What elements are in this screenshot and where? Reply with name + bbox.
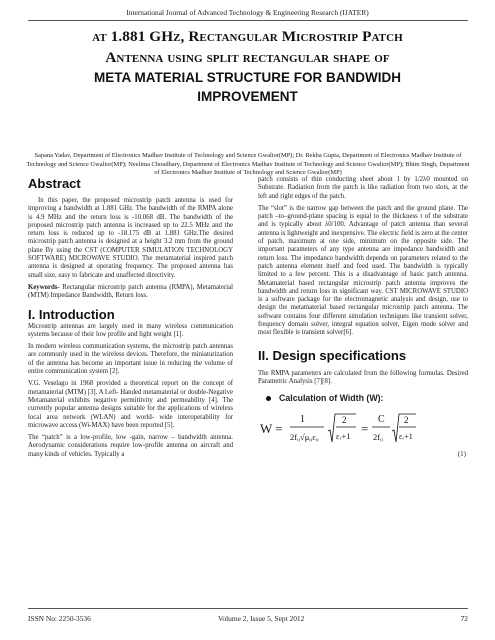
- footer-issn: ISSN No: 2250-3536: [28, 614, 91, 623]
- bullet-icon: [266, 396, 271, 401]
- abstract-text: In this paper, the proposed microstrip patch antenna is used for improving a bandwidth at 1.881 GHz. The bandwidth of the RMPA alone is 4.9 MHz and the return loss is -10.068 dB. The bandwidth of the proposed microstrip patch antenna is increased up to 22.5 MHz and the return loss is reduced up to -18.175 dB at 1.881 GHz.The desired microstrip patch antenna is designed at a height 3.2 mm from the ground plane By using the CST (COMPUTER SIMULATION TECHNOLOGY SOFTWARE) MICROWAVE STUDIO. The metamaterial inspired patch antenna is designed at operating frequency. The proposed antenna has small size, easy to fabricate and unaffected directivity.: [28, 197, 233, 279]
- left-column: [28, 176, 233, 463]
- svg-text:2f₀√μ₀ε₀: 2f₀√μ₀ε₀: [290, 431, 319, 442]
- abstract-heading: Abstract: [28, 176, 81, 191]
- body-paragraph-2: The “slot” is the narrow gap between the patch and the ground plane. The patch –to–ground-plane spacing is equal to the thickness t of the substrate and is typically about λ0/100. Advantage of patch antenna than several antenna is lightweight and inexpensive. The electric field is zero at the center of patch, maximum at one side, minimum on the opposite side. The important parameters of any type antenna are impedance bandwidth and return loss. The impedance bandwidth depends on parameters related to the patch antenna element itself and feed used. The bandwidth is typically limited to a few percent. This is a disadvantage of basic patch antenna. Metamaterial based rectangular microstrip patch antenna improves the bandwidth and return loss in significant way. CST MICROWAVE STUDIO is a software package for the electromagnetic analysis and design, use to design the metamaterial based rectangular microstrip patch antenna. The software contains four different simulation techniques like transient solver, frequency domain solver, integral equation solver, Eigen mode solver and most flexible is transient solver[6].: [258, 204, 468, 337]
- width-equation: [258, 409, 468, 459]
- equation-number: (1): [457, 450, 466, 459]
- svg-text:εᵣ+1: εᵣ+1: [336, 430, 351, 441]
- footer-page-number: 72: [460, 614, 468, 623]
- journal-header: International Journal of Advanced Technology & Engineering Research (IJATER): [126, 8, 369, 17]
- equation-formula: [258, 409, 418, 447]
- svg-text:2: 2: [342, 414, 347, 425]
- author-list: Sapana Yadav, Department of Electronics Madhav Institute of Technology and Science Gwalior(MP); Dr. Rekha Gupta, Department of Electronics Madhav Institute of Technology and Science Gwalior(MP); Neelima Choudhary, Department of Electronics Madhav Institute of Technology and Science Gwalior(MP); Bhim Singh, Department of Electronics Madhav Institute of Technology and Science Gwalior(MP): [26, 152, 470, 177]
- title-line-1: at 1.881 GHz, Rectangular Microstrip Patch: [92, 28, 403, 45]
- keywords-label: Keywords-: [28, 283, 60, 291]
- title-line-4: IMPROVEMENT: [197, 89, 298, 104]
- intro-paragraph-2: In modern wireless communication systems, the microstrip patch antennas are commonly used in the wireless devices. Therefore, the miniaturization of the antenna has become an important issue in reducing the volume of entire communication system [2].: [28, 343, 233, 376]
- header-divider: [28, 20, 468, 21]
- keywords-text: Rectangular microstrip patch antenna (RMPA), Metamaterial (MTM) Impedance Bandwidth, Return loss.: [28, 283, 233, 300]
- introduction-heading: I. Introduction: [28, 306, 115, 322]
- svg-text:2f₀: 2f₀: [373, 431, 384, 442]
- svg-text:2: 2: [404, 414, 409, 425]
- footer-volume: Volume 2, Issue 5, Sept 2012: [218, 614, 305, 623]
- paper-title: [30, 26, 465, 106]
- keywords: [28, 284, 233, 301]
- design-paragraph: The RMPA parameters are calculated from the following formulas. Desired Parametric Analysis [7][8].: [258, 369, 468, 385]
- title-line-2: Antenna using split rectangular shape of: [105, 49, 390, 66]
- svg-text:C: C: [378, 413, 385, 425]
- intro-paragraph-4: The “patch” is a low-profile, low -gain, narrow – bandwidth antenna. Aerodynamic considerations require low-profile antenna on aircraft and many kinds of vehicles. Typically a: [28, 434, 233, 458]
- svg-text:εᵣ+1: εᵣ+1: [399, 431, 413, 441]
- body-paragraph-1: patch consists of thin conducting sheet about 1 by 1/2λ0 mounted on Substrate. Radiation from the patch is like radiation from two slots, at the left and right edges of the patch.: [258, 176, 468, 200]
- footer-divider: [28, 608, 468, 609]
- svg-text:W =: W =: [260, 420, 283, 436]
- design-heading: II. Design specifications: [258, 347, 407, 363]
- svg-text:=: =: [361, 420, 369, 436]
- svg-text:1: 1: [300, 413, 305, 425]
- intro-paragraph-1: Microstrip antennas are largely used in many wireless communication systems because of their low profile and light weight [1].: [28, 322, 233, 338]
- title-line-3: META MATERIAL STRUCTURE FOR BANDWIDH: [94, 70, 401, 85]
- right-column: [258, 176, 468, 459]
- width-bullet: [266, 394, 468, 402]
- bullet-label: Calculation of Width (W):: [279, 393, 384, 404]
- intro-paragraph-3: V.G. Veselago in 1968 provided a theoretical report on the concept of metamaterial (MTM) [3]. A Left- Handed metamaterial or double-Negative Metamaterial exhibits negative permittivity and permeability [4]. The currently popular antenna designs suitable for the applications of wireless local area network (WLAN) and world- wide interoperability for microwave access (Wi-MAX) have been reported [5].: [28, 380, 233, 429]
